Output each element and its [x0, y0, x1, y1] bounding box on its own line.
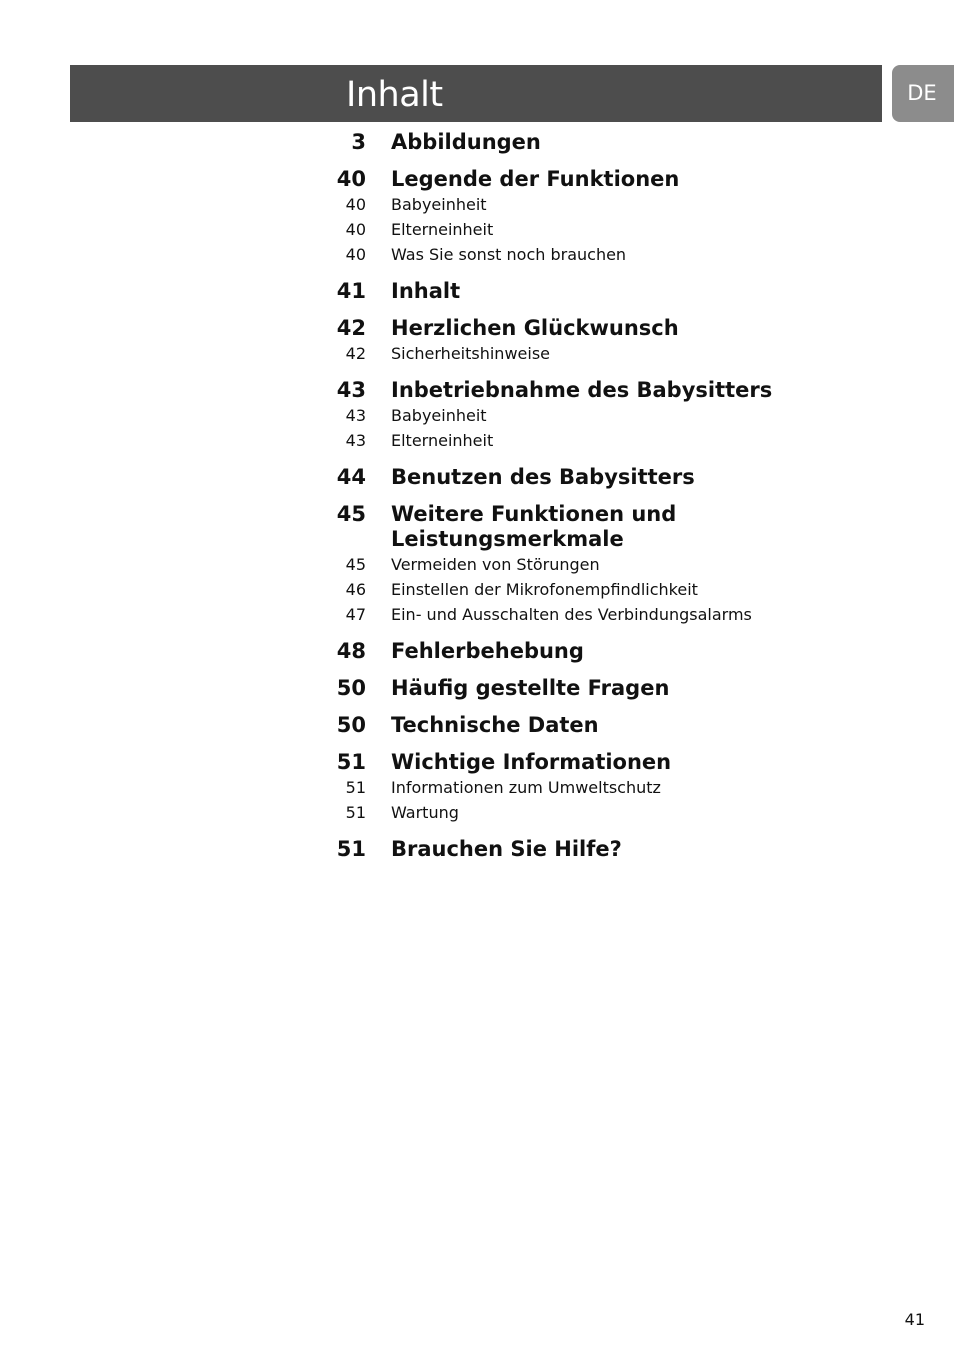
table-of-contents — [330, 130, 870, 874]
toc-subentry[interactable] — [330, 800, 870, 825]
toc-entry-page: 41 — [336, 279, 366, 303]
page-title: Inhalt — [346, 75, 443, 115]
toc-subentry-title: Vermeiden von Störungen — [391, 555, 600, 574]
toc-entry-title: Wichtige Informationen — [391, 750, 672, 774]
toc-subentry[interactable] — [330, 602, 870, 627]
toc-subentry-title: Wartung — [391, 803, 459, 822]
toc-entry-page: 51 — [336, 750, 366, 774]
toc-section — [330, 750, 870, 825]
toc-entry[interactable] — [330, 639, 870, 664]
toc-entry[interactable] — [330, 378, 870, 403]
toc-entry[interactable] — [330, 130, 870, 155]
toc-subentry-page: 42 — [345, 344, 366, 363]
toc-entry-page: 50 — [336, 676, 366, 700]
toc-entry-title: Brauchen Sie Hilfe? — [391, 837, 622, 861]
toc-entry-title: Abbildungen — [391, 130, 541, 154]
toc-entry-page: 48 — [336, 639, 366, 663]
toc-subentry[interactable] — [330, 341, 870, 366]
toc-subentry-title: Informationen zum Umweltschutz — [391, 778, 661, 797]
toc-entry-title: Inbetriebnahme des Babysitters — [391, 378, 773, 402]
toc-subentry-title: Babyeinheit — [391, 406, 487, 425]
header-bar — [70, 65, 882, 122]
toc-section — [330, 713, 870, 738]
toc-entry-title: Inhalt — [391, 279, 461, 303]
toc-section — [330, 502, 870, 627]
toc-entry[interactable] — [330, 837, 870, 862]
toc-entry-page: 50 — [336, 713, 366, 737]
toc-entry-title: Weitere Funktionen und Leistungsmerkmale — [391, 502, 677, 551]
toc-subentry-title: Elterneinheit — [391, 220, 494, 239]
toc-section — [330, 167, 870, 267]
toc-section — [330, 837, 870, 862]
toc-subentry-page: 45 — [345, 555, 366, 574]
toc-entry[interactable] — [330, 676, 870, 701]
toc-entry[interactable] — [330, 502, 870, 552]
toc-entry-title: Technische Daten — [391, 713, 599, 737]
toc-entry-title: Herzlichen Glückwunsch — [391, 316, 679, 340]
toc-subentry[interactable] — [330, 577, 870, 602]
toc-subentry-title: Ein- und Ausschalten des Verbindungsalarms — [391, 605, 752, 624]
toc-section — [330, 130, 870, 155]
toc-subentry-page: 51 — [345, 803, 366, 822]
toc-entry[interactable] — [330, 167, 870, 192]
toc-section — [330, 279, 870, 304]
toc-subentry[interactable] — [330, 403, 870, 428]
toc-subentry-page: 46 — [345, 580, 366, 599]
toc-subentry[interactable] — [330, 217, 870, 242]
toc-entry-page: 51 — [336, 837, 366, 861]
toc-subentry-page: 43 — [345, 431, 366, 450]
toc-entry-title: Häufig gestellte Fragen — [391, 676, 670, 700]
toc-subentry[interactable] — [330, 428, 870, 453]
toc-subentry[interactable] — [330, 192, 870, 217]
toc-entry-title: Benutzen des Babysitters — [391, 465, 695, 489]
language-tab: DE — [892, 65, 954, 122]
toc-entry-page: 43 — [336, 378, 366, 402]
toc-subentry-page: 51 — [345, 778, 366, 797]
toc-subentry-page: 40 — [345, 245, 366, 264]
toc-section — [330, 639, 870, 664]
toc-entry[interactable] — [330, 279, 870, 304]
toc-subentry[interactable] — [330, 552, 870, 577]
toc-section — [330, 465, 870, 490]
toc-subentry-page: 40 — [345, 195, 366, 214]
toc-subentry[interactable] — [330, 775, 870, 800]
toc-entry[interactable] — [330, 713, 870, 738]
toc-subentry[interactable] — [330, 242, 870, 267]
toc-entry-page: 3 — [351, 130, 366, 154]
toc-section — [330, 676, 870, 701]
toc-entry-page: 40 — [336, 167, 366, 191]
toc-entry-page: 42 — [336, 316, 366, 340]
toc-subentry-title: Sicherheitshinweise — [391, 344, 550, 363]
toc-section — [330, 316, 870, 366]
toc-entry-page: 45 — [336, 502, 366, 526]
toc-entry-title: Fehlerbehebung — [391, 639, 584, 663]
toc-subentry-title: Was Sie sonst noch brauchen — [391, 245, 627, 264]
toc-entry[interactable] — [330, 316, 870, 341]
toc-subentry-title: Einstellen der Mikrofonempfindlichkeit — [391, 580, 698, 599]
toc-subentry-page: 47 — [345, 605, 366, 624]
toc-subentry-page: 40 — [345, 220, 366, 239]
toc-entry-title: Legende der Funktionen — [391, 167, 680, 191]
toc-section — [330, 378, 870, 453]
page-number: 41 — [904, 1310, 925, 1329]
toc-subentry-title: Elterneinheit — [391, 431, 494, 450]
toc-subentry-page: 43 — [345, 406, 366, 425]
toc-entry[interactable] — [330, 750, 870, 775]
toc-entry[interactable] — [330, 465, 870, 490]
toc-entry-page: 44 — [336, 465, 366, 489]
toc-subentry-title: Babyeinheit — [391, 195, 487, 214]
